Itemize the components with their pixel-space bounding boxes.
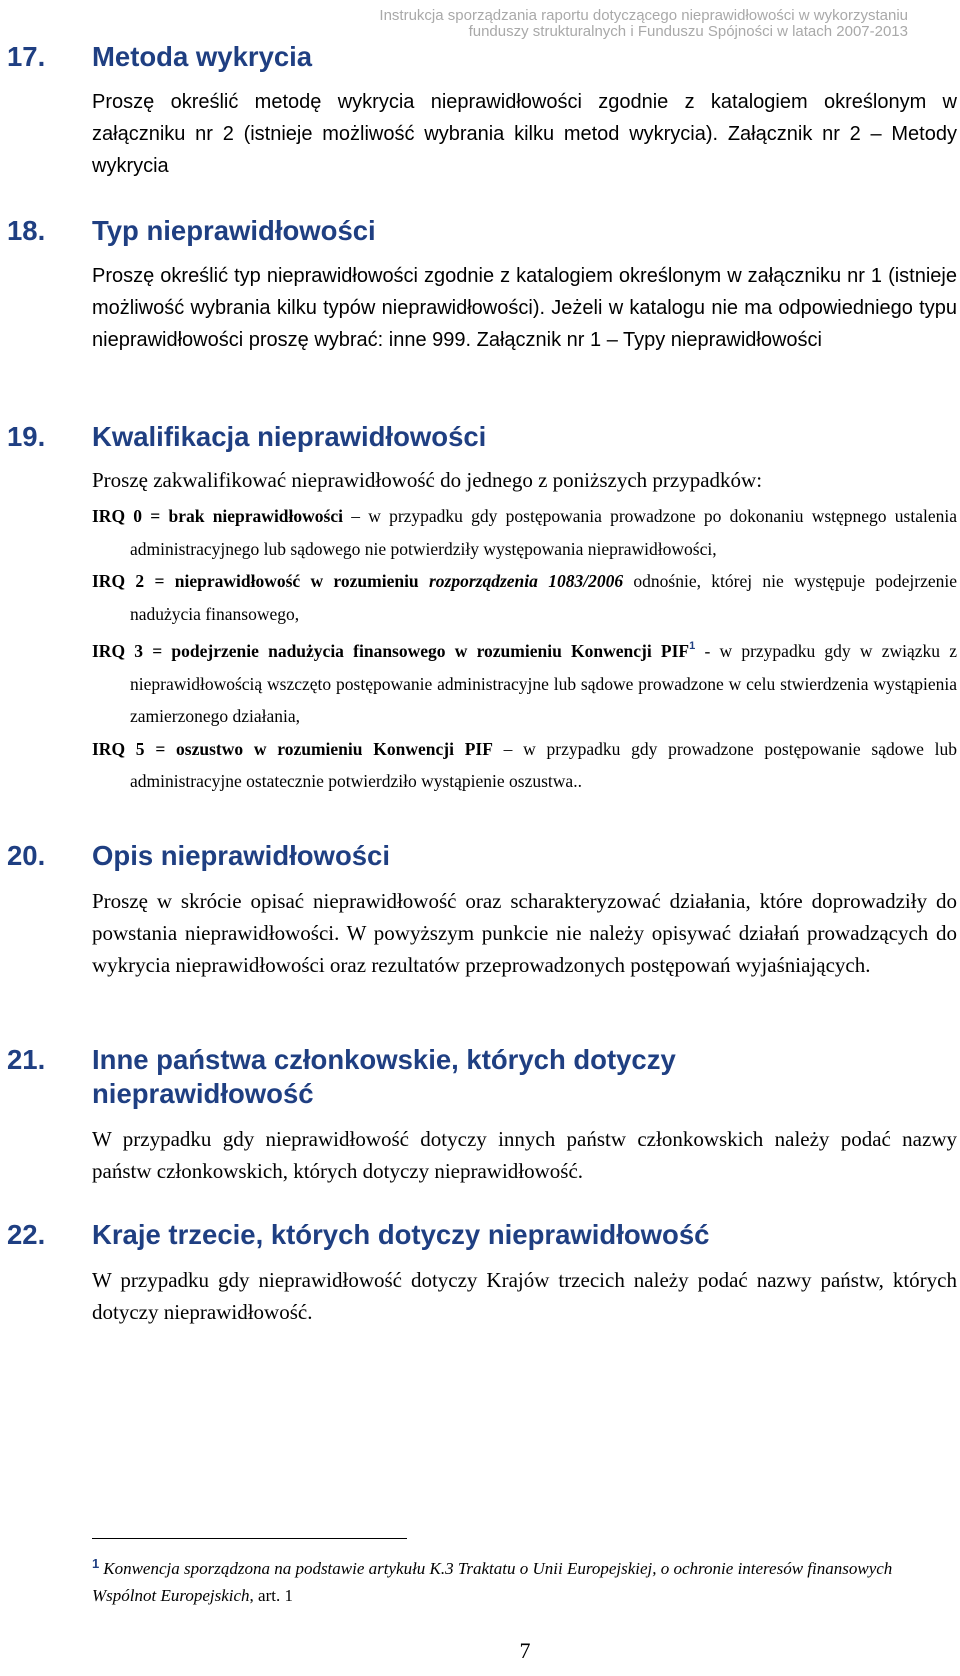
footnote-article: , art. 1 — [249, 1586, 293, 1605]
section-heading — [0, 420, 960, 454]
irq-0-item — [92, 500, 957, 565]
section-body: W przypadku gdy nieprawidłowość dotyczy innych państw członkowskich należy podać nazwy państw członkowskich, których dotyczy nieprawidłowość. — [92, 1127, 957, 1183]
section-title: Kraje trzecie, których dotyczy nieprawidłowość — [92, 1219, 710, 1250]
section-17 — [0, 40, 960, 182]
irq-2-item — [92, 565, 957, 630]
section-title: Inne państwa członkowskie, których dotyczy nieprawidłowość — [92, 1044, 676, 1109]
irq-5-desc: – w przypadku gdy prowadzone postępowanie sądowe lub administracyjne ostatecznie potwierdziło wystąpienie oszustwa.. — [130, 738, 957, 791]
footnote-text: Konwencja sporządzona na podstawie artykułu K.3 Traktatu o Unii Europejskiej, o ochronie interesów finansowych Wspólnot Europejskich — [92, 1559, 893, 1605]
footnote-mark: 1 — [92, 1556, 100, 1571]
irq-3-desc: - w przypadku gdy w związku z nieprawidłowością wszczęto postępowanie administracyjne lub sądowe prowadzone w celu stwierdzenia wystąpienia zamierzonego działania, — [130, 641, 957, 726]
section-number: 18. — [7, 215, 46, 246]
section-title: Opis nieprawidłowości — [92, 840, 390, 871]
section-title: Kwalifikacja nieprawidłowości — [92, 421, 487, 452]
irq-0-desc: – w przypadku gdy postępowania prowadzone po dokonaniu wstępnego ustalenia administracyjnego lub sądowego nie potwierdziły występowania nieprawidłowości, — [130, 506, 957, 559]
footnote-separator — [92, 1538, 407, 1539]
irq-2-label: IRQ 2 = nieprawidłowość w rozumieniu — [92, 571, 429, 591]
section-number: 19. — [7, 421, 46, 452]
section-21 — [0, 1043, 960, 1187]
footnote-reference[interactable]: 1 — [689, 640, 696, 652]
section-20 — [0, 839, 960, 981]
irq-3-item — [92, 630, 957, 733]
section-22 — [0, 1218, 960, 1328]
section-heading — [0, 839, 960, 873]
irq-2-regulation: rozporządzenia 1083/2006 — [428, 571, 624, 591]
irq-5-label: IRQ 5 = oszustwo w rozumieniu Konwencji PIF — [92, 738, 493, 759]
section-heading — [0, 214, 960, 248]
irq-5-item — [92, 733, 957, 798]
section-body: Proszę w skrócie opisać nieprawidłowość oraz scharakteryzować działania, które doprowadziły do powstania nieprawidłowości. W powyższym punkcie nie należy opisywać działań prowadzących do wykrycia nieprawidłowości oraz rezultatów przeprowadzonych postępowań wyjaśniających. — [92, 889, 957, 977]
section-title: Typ nieprawidłowości — [92, 215, 376, 246]
footnote — [92, 1550, 932, 1609]
irq-3-label: IRQ 3 = podejrzenie nadużycia finansowego w rozumieniu Konwencji PIF — [92, 641, 690, 661]
section-title: Metoda wykrycia — [92, 41, 313, 72]
section-19 — [0, 420, 960, 798]
section-number: 21. — [7, 1044, 46, 1075]
section-body: Proszę określić metodę wykrycia nieprawidłowości zgodnie z katalogiem określonym w załączniku nr 2 (istnieje możliwość wybrania kilku metod wykrycia). Załącznik nr 2 – Metody wykrycia — [92, 91, 957, 177]
section-18 — [0, 214, 960, 356]
page-number: 7 — [519, 1638, 531, 1663]
running-header: Instrukcja sporządzania raportu dotyczącego nieprawidłowości w wykorzystaniu funduszy strukturalnych i Funduszu Spójności w latach 2007-2013 — [379, 7, 908, 40]
section-heading — [0, 1043, 960, 1111]
section-intro: Proszę zakwalifikować nieprawidłowość do jednego z poniższych przypadków: — [92, 468, 763, 492]
section-number: 22. — [7, 1219, 46, 1250]
section-heading — [0, 1218, 960, 1252]
irq-0-label: IRQ 0 = brak nieprawidłowości — [92, 506, 343, 526]
section-body: W przypadku gdy nieprawidłowość dotyczy Krajów trzecich należy podać nazwy państw, których dotyczy nieprawidłowość. — [92, 1268, 957, 1324]
irq-2-desc: odnośnie, której nie występuje podejrzenie nadużycia finansowego, — [130, 571, 958, 624]
section-number: 17. — [7, 41, 46, 72]
section-number: 20. — [7, 840, 46, 871]
irq-list — [92, 500, 957, 798]
section-body: Proszę określić typ nieprawidłowości zgodnie z katalogiem określonym w załączniku nr 1 (istnieje możliwość wybrania kilku typów nieprawidłowości). Jeżeli w katalogu nie ma odpowiedniego typu nieprawidłowości proszę wybrać: inne 999. Załącznik nr 1 – Typy nieprawidłowości — [92, 265, 957, 351]
section-heading — [0, 40, 960, 74]
